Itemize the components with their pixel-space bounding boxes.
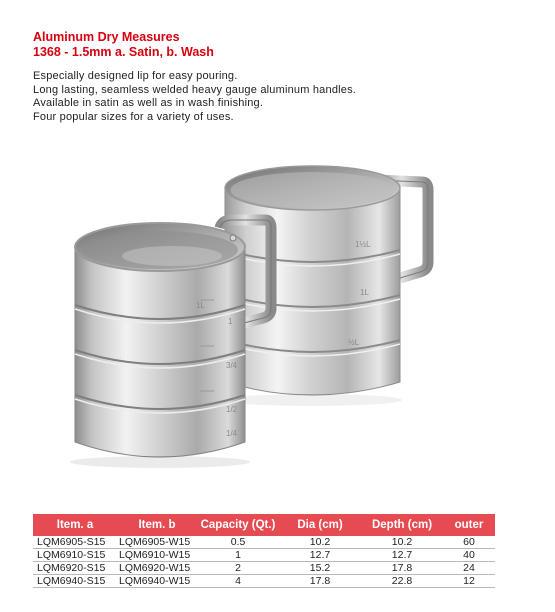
cell-outer: 12 [443,575,495,588]
product-title [33,30,214,60]
back-cup-mark: 1½L [355,240,371,249]
cell-diameter: 10.2 [279,536,361,549]
cell-depth: 10.2 [361,536,443,549]
cell-item-a: LQM6940-S15 [33,575,117,588]
cell-depth: 12.7 [361,549,443,562]
column-header-item-b: Item. b [117,514,197,536]
description-line: Available in satin as well as in wash finishing. [33,97,264,109]
front-cup-mark: 3/4 [226,361,238,370]
cell-item-b: LQM6940-W15 [117,575,197,588]
cell-capacity: 4 [197,575,279,588]
title-line-2: 1368 - 1.5mm a. Satin, b. Wash [33,45,214,59]
cell-outer: 60 [443,536,495,549]
back-cup-mark: 1L [360,288,369,297]
product-description [33,70,356,124]
cell-diameter: 17.8 [279,575,361,588]
cell-item-b: LQM6910-W15 [117,549,197,562]
front-cup-mark: 1/4 [226,429,238,438]
description-line: Long lasting, seamless welded heavy gauge aluminum handles. [33,83,357,96]
cell-item-b: LQM6920-W15 [117,562,197,575]
back-cup-mark: ½L [348,338,360,347]
cell-outer: 40 [443,549,495,562]
front-cup-mark: 1 [228,317,233,326]
back-measuring-cup [222,166,428,406]
cell-capacity: 2 [197,562,279,575]
cell-diameter: 15.2 [279,562,361,575]
table-row [33,562,495,575]
table-header-row [33,514,495,536]
description-line: Four popular sizes for a variety of uses. [33,110,234,123]
table-row [33,549,495,562]
front-cup-mark: 1/2 [226,405,238,414]
table-row [33,575,495,588]
cell-capacity: 1 [197,549,279,562]
cell-depth: 22.8 [361,575,443,588]
cell-capacity: 0.5 [197,536,279,549]
description-line: Especially designed lip for easy pouring. [33,70,238,82]
product-spec-table [33,514,495,588]
table-row [33,536,495,549]
cell-diameter: 12.7 [279,549,361,562]
column-header-item-a: Item. a [33,514,117,536]
title-line-1: Aluminum Dry Measures [33,30,180,44]
cell-item-a: LQM6920-S15 [33,562,117,575]
column-header-depth: Depth (cm) [361,514,443,536]
column-header-capacity: Capacity (Qt.) [197,514,279,536]
column-header-diameter: Dia (cm) [279,514,361,536]
column-header-outer: outer [443,514,495,536]
front-cup-mark: 1L [196,301,205,310]
front-measuring-cup [70,220,271,468]
cell-depth: 17.8 [361,562,443,575]
cell-item-a: LQM6910-S15 [33,549,117,562]
product-photo [50,150,490,480]
cell-outer: 24 [443,562,495,575]
cell-item-a: LQM6905-S15 [33,536,117,549]
cell-item-b: LQM6905-W15 [117,536,197,549]
